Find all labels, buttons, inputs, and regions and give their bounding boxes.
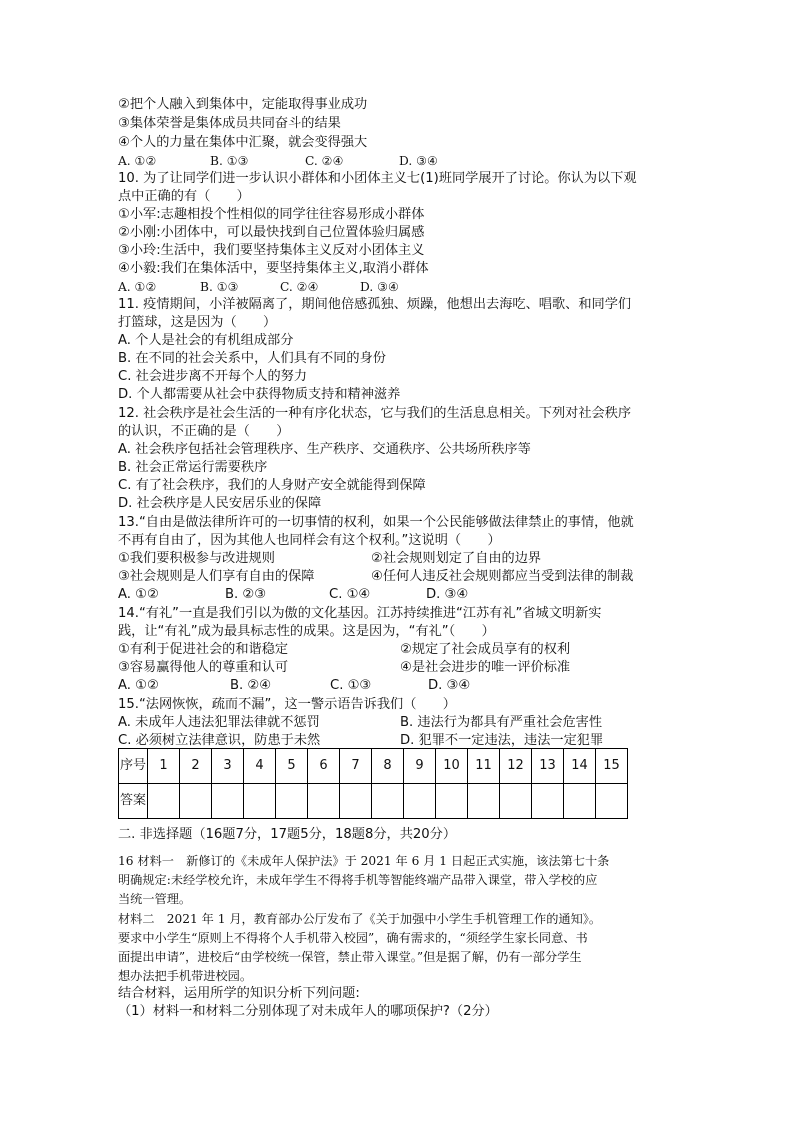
answer-cell[interactable] bbox=[436, 784, 468, 819]
answer-number: 11 bbox=[468, 749, 500, 784]
answer-cell[interactable] bbox=[532, 784, 564, 819]
answer-cell[interactable] bbox=[372, 784, 404, 819]
material1-line1: 16 材料一 新修订的《未成年人保护法》于 2021 年 6 月 1 日起正式实施，该法第七十条 bbox=[118, 854, 610, 868]
answer-cell[interactable] bbox=[148, 784, 180, 819]
instruction-text: 结合材料，运用所学的知识分析下列问题: bbox=[118, 986, 360, 1001]
q13-choice-c: C. ①④ bbox=[329, 587, 371, 602]
q15-stem: 15.“法网恢恢，疏而不漏”，这一警示语告诉我们（ ） bbox=[118, 697, 456, 712]
q15-option-b: B. 违法行为都具有严重社会危害性 bbox=[400, 715, 603, 730]
q10-option-3: ③小玲:生活中，我们要坚持集体主义反对小团体主义 bbox=[118, 243, 425, 258]
answer-cell[interactable] bbox=[468, 784, 500, 819]
q11-option-d: D. 个人都需要从社会中获得物质支持和精神滋养 bbox=[118, 387, 401, 402]
q15-option-a: A. 未成年人违法犯罪法律就不惩罚 bbox=[118, 715, 320, 730]
q9-choice-b: B. ①③ bbox=[210, 154, 249, 168]
q14-stem-line2: 践，让“有礼”成为最具标志性的成果。这是因为，“有礼”（ ） bbox=[118, 624, 495, 639]
answer-cell[interactable] bbox=[212, 784, 244, 819]
answer-table-answer-row bbox=[119, 784, 628, 819]
q9-option-4: ④个人的力量在集体中汇聚，就会变得强大 bbox=[118, 135, 368, 150]
q14-option-3: ③容易赢得他人的尊重和认可 bbox=[118, 660, 289, 675]
q9-choice-c: C. ②④ bbox=[305, 154, 344, 168]
q11-option-b: B. 在不同的社会关系中，人们具有不同的身份 bbox=[118, 351, 386, 366]
material2-line2: 要求中小学生“原则上不得将个人手机带入校园”，确有需求的，“须经学生家长同意、书 bbox=[118, 931, 588, 945]
q14-choice-d: D. ③④ bbox=[428, 678, 471, 693]
q10-choice-d: D. ③④ bbox=[360, 280, 399, 294]
q11-stem-line1: 11. 疫情期间，小洋被隔离了，期间他倍感孤独、烦躁，他想出去海吃、唱歌、和同学们 bbox=[118, 297, 632, 312]
q14-option-1: ①有利于促进社会的和谐稳定 bbox=[118, 642, 289, 657]
q13-choices bbox=[118, 586, 468, 604]
q9-option-3: ③集体荣誉是集体成员共同奋斗的结果 bbox=[118, 116, 341, 131]
q13-choice-a: A. ①② bbox=[118, 587, 159, 602]
q10-stem-line2: 点中正确的有（ ） bbox=[118, 189, 250, 204]
answer-number: 2 bbox=[180, 749, 212, 784]
q12-stem-line1: 12. 社会秩序是社会生活的一种有序化状态，它与我们的生活息息相关。下列对社会秩序 bbox=[118, 406, 632, 421]
material2-line4: 想办法把手机带进校园。 bbox=[118, 969, 253, 983]
q10-stem-line1: 10. 为了让同学们进一步认识小群体和小团体主义七(1)班同学展开了讨论。你认为以下观 bbox=[118, 171, 637, 186]
q10-option-4: ④小毅:我们在集体活中，要坚持集体主义,取消小群体 bbox=[118, 261, 429, 276]
answer-number: 5 bbox=[276, 749, 308, 784]
q9-choices bbox=[118, 152, 438, 170]
answer-cell[interactable] bbox=[244, 784, 276, 819]
q15-option-c: C. 必须树立法律意识，防患于未然 bbox=[118, 733, 321, 748]
q13-option-1: ①我们要积极参与改进规则 bbox=[118, 551, 275, 566]
material2-line3: 面提出申请”，进校后“由学校统一保管，禁止带入课堂。”但是据了解，仍有一部分学生 bbox=[118, 950, 582, 964]
answer-number: 10 bbox=[436, 749, 468, 784]
answer-number: 9 bbox=[404, 749, 436, 784]
answer-number: 3 bbox=[212, 749, 244, 784]
material1-line2: 明确规定:未经学校允许，未成年学生不得将手机等智能终端产品带入课堂，带入学校的应 bbox=[118, 873, 598, 887]
q14-choice-b: B. ②④ bbox=[230, 678, 272, 693]
q13-stem-line2: 不再有自由了，因为其他人也同样会有这个权利。”这说明（ ） bbox=[118, 533, 501, 548]
answer-cell[interactable] bbox=[340, 784, 372, 819]
answer-cell[interactable] bbox=[564, 784, 596, 819]
q12-option-c: C. 有了社会秩序，我们的人身财产安全就能得到保障 bbox=[118, 478, 426, 493]
answer-number: 12 bbox=[500, 749, 532, 784]
q14-choice-a: A. ①② bbox=[118, 678, 159, 693]
answer-number: 15 bbox=[596, 749, 628, 784]
q9-choice-d: D. ③④ bbox=[399, 154, 438, 168]
q11-option-a: A. 个人是社会的有机组成部分 bbox=[118, 333, 294, 348]
q13-choice-b: B. ②③ bbox=[225, 587, 267, 602]
answer-table-header-answer: 答案 bbox=[119, 784, 148, 819]
material2-line1: 材料二 2021 年 1 月，教育部办公厅发布了《关于加强中小学生手机管理工作的通知》。 bbox=[118, 912, 602, 926]
q10-choices bbox=[118, 278, 399, 296]
sub-question-1: （1）材料一和材料二分别体现了对未成年人的哪项保护?（2分） bbox=[118, 1004, 498, 1019]
q10-option-2: ②小刚:小团体中，可以最快找到自己位置体验归属感 bbox=[118, 225, 425, 240]
q11-option-c: C. 社会进步离不开每个人的努力 bbox=[118, 369, 308, 384]
q10-choice-b: B. ①③ bbox=[200, 280, 239, 294]
q14-choices bbox=[118, 677, 470, 695]
q10-option-1: ①小军:志趣相投个性相似的同学往往容易形成小群体 bbox=[118, 207, 425, 222]
q13-choice-d: D. ③④ bbox=[426, 587, 469, 602]
q10-choice-c: C. ②④ bbox=[280, 280, 319, 294]
answer-number: 8 bbox=[372, 749, 404, 784]
answer-cell[interactable] bbox=[180, 784, 212, 819]
answer-number: 7 bbox=[340, 749, 372, 784]
q12-option-a: A. 社会秩序包括社会管理秩序、生产秩序、交通秩序、公共场所秩序等 bbox=[118, 442, 531, 457]
q12-option-d: D. 社会秩序是人民安居乐业的保障 bbox=[118, 496, 322, 511]
answer-cell[interactable] bbox=[500, 784, 532, 819]
answer-number: 13 bbox=[532, 749, 564, 784]
q14-stem-line1: 14.“有礼”一直是我们引以为傲的文化基因。江苏持续推进“江苏有礼”省城文明新实 bbox=[118, 606, 602, 621]
q12-option-b: B. 社会正常运行需要秩序 bbox=[118, 460, 268, 475]
q13-option-4: ④任何人违反社会规则都应当受到法律的制裁 bbox=[371, 569, 634, 584]
answer-number: 1 bbox=[148, 749, 180, 784]
q10-choice-a: A. ①② bbox=[118, 280, 157, 294]
answer-number: 14 bbox=[564, 749, 596, 784]
q9-choice-a: A. ①② bbox=[118, 154, 157, 168]
q14-option-2: ②规定了社会成员享有的权利 bbox=[400, 642, 571, 657]
answer-cell[interactable] bbox=[308, 784, 340, 819]
answer-cell[interactable] bbox=[276, 784, 308, 819]
q15-option-d: D. 犯罪不一定违法，违法一定犯罪 bbox=[400, 733, 604, 748]
q13-stem-line1: 13.“自由是做法律所许可的一切事情的权利，如果一个公民能够做法律禁止的事情，他就 bbox=[118, 515, 634, 530]
q12-stem-line2: 的认识，不正确的是（ ） bbox=[118, 424, 290, 439]
q13-option-3: ③社会规则是人们享有自由的保障 bbox=[118, 569, 315, 584]
q14-choice-c: C. ①③ bbox=[330, 678, 372, 693]
answer-table-number-row bbox=[119, 749, 628, 784]
answer-cell[interactable] bbox=[404, 784, 436, 819]
answer-table bbox=[118, 748, 628, 819]
answer-table-header-number: 序号 bbox=[119, 749, 148, 784]
q9-option-2: ②把个人融入到集体中，定能取得事业成功 bbox=[118, 97, 368, 112]
answer-number: 4 bbox=[244, 749, 276, 784]
answer-number: 6 bbox=[308, 749, 340, 784]
q14-option-4: ④是社会进步的唯一评价标准 bbox=[400, 660, 571, 675]
q11-stem-line2: 打篮球，这是因为（ ） bbox=[118, 315, 277, 330]
answer-cell[interactable] bbox=[596, 784, 628, 819]
material1-line3: 当统一管理。 bbox=[118, 892, 192, 906]
q13-option-2: ②社会规则划定了自由的边界 bbox=[371, 551, 542, 566]
section2-heading: 二. 非选择题（16题7分，17题5分，18题8分，共20分） bbox=[118, 827, 457, 842]
